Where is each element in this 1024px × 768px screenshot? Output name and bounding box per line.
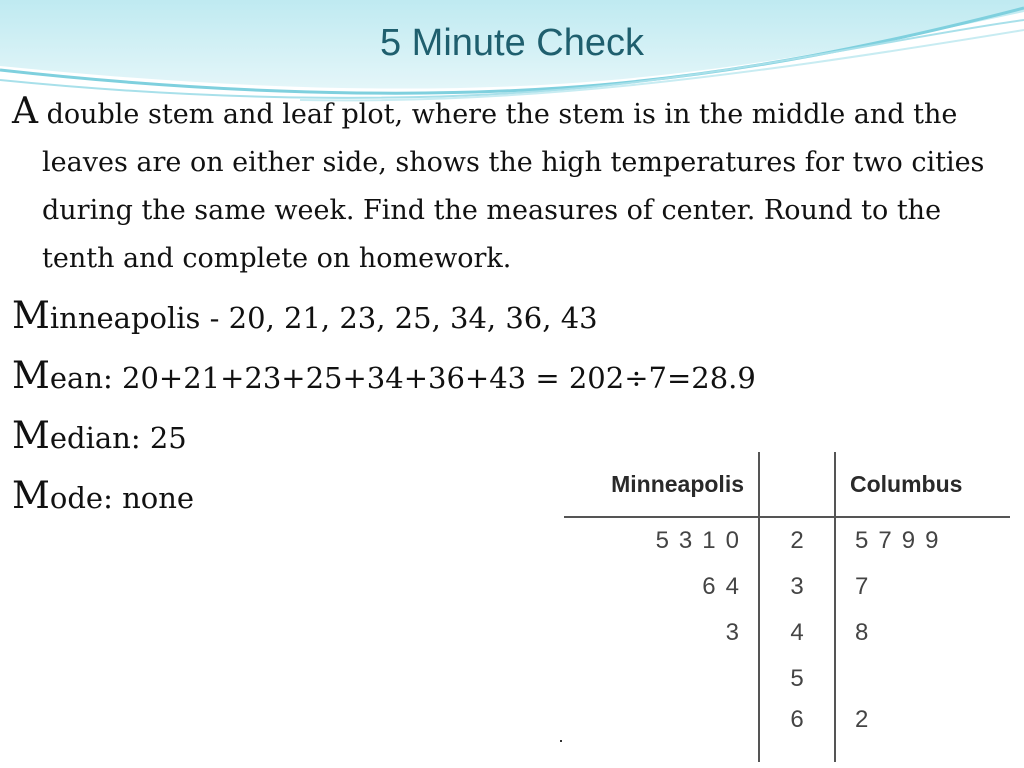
stem-value: 2 (759, 517, 835, 564)
median-text: edian: 25 (49, 421, 187, 455)
columbus-leaves (835, 564, 1010, 610)
stem-value: 6 (759, 702, 835, 762)
minneapolis-initial: M (12, 294, 50, 337)
leaf-digit: 0 (725, 527, 739, 554)
header-stem (759, 452, 835, 517)
stem-value: 5 (759, 656, 835, 702)
intro-text: double stem and leaf plot, where the stem is in the middle and the leaves are on either side, shows the high temperatures for two cities during the same week. Find the measures of center. Round to the tenth and complete on homework. (38, 99, 985, 274)
mean-text: ean: 20+21+23+25+34+36+43 = 202÷7=28.9 (49, 361, 756, 395)
leaf-digit: 5 (855, 527, 869, 554)
leaf-digit: 3 (678, 527, 693, 554)
leaf-digit: 6 (702, 573, 716, 600)
stray-dot (560, 740, 562, 742)
stem-leaf-row (564, 564, 1010, 610)
stem-leaf-row (564, 610, 1010, 656)
stem-leaf-row (564, 656, 1010, 702)
minneapolis-leaves (564, 610, 759, 656)
leaf-digit: 1 (702, 527, 716, 554)
stem-leaf-table (564, 452, 1010, 762)
minneapolis-data-line (12, 287, 1012, 347)
mode-text: ode: none (49, 481, 195, 515)
mode-initial: M (12, 474, 50, 517)
minneapolis-leaves (564, 564, 759, 610)
minneapolis-leaves (564, 656, 759, 702)
stem-leaf-header-row (564, 452, 1010, 517)
columbus-leaves (835, 656, 1010, 702)
stem-leaf-row (564, 702, 1010, 762)
header-columbus: Columbus (835, 452, 1010, 517)
minneapolis-leaves (564, 702, 759, 762)
leaf-digit: 9 (925, 527, 939, 554)
leaf-digit: 7 (855, 573, 869, 600)
intro-initial: A (12, 91, 38, 132)
mean-line (12, 347, 1012, 407)
columbus-leaves (835, 702, 1010, 762)
stem-leaf-plot (558, 452, 1018, 752)
median-initial: M (12, 414, 50, 457)
leaf-digit: 5 (655, 527, 669, 554)
leaf-digit: 4 (725, 573, 739, 600)
columbus-leaves (835, 517, 1010, 564)
slide-title: 5 Minute Check (379, 22, 644, 64)
leaf-digit: 7 (878, 527, 892, 554)
stem-value: 3 (759, 564, 835, 610)
minneapolis-text: inneapolis - 20, 21, 23, 25, 34, 36, 43 (49, 301, 598, 335)
stem-value: 4 (759, 610, 835, 656)
leaf-digit: 8 (855, 619, 869, 646)
minneapolis-leaves (564, 517, 759, 564)
stem-leaf-row (564, 517, 1010, 564)
leaf-digit: 9 (901, 527, 916, 554)
columbus-leaves (835, 610, 1010, 656)
leaf-digit: 3 (725, 619, 739, 646)
header-minneapolis: Minneapolis (564, 452, 759, 517)
mean-initial: M (12, 354, 50, 397)
leaf-digit: 2 (855, 706, 869, 733)
intro-paragraph (12, 88, 1012, 283)
stem-leaf-rows (564, 517, 1010, 762)
